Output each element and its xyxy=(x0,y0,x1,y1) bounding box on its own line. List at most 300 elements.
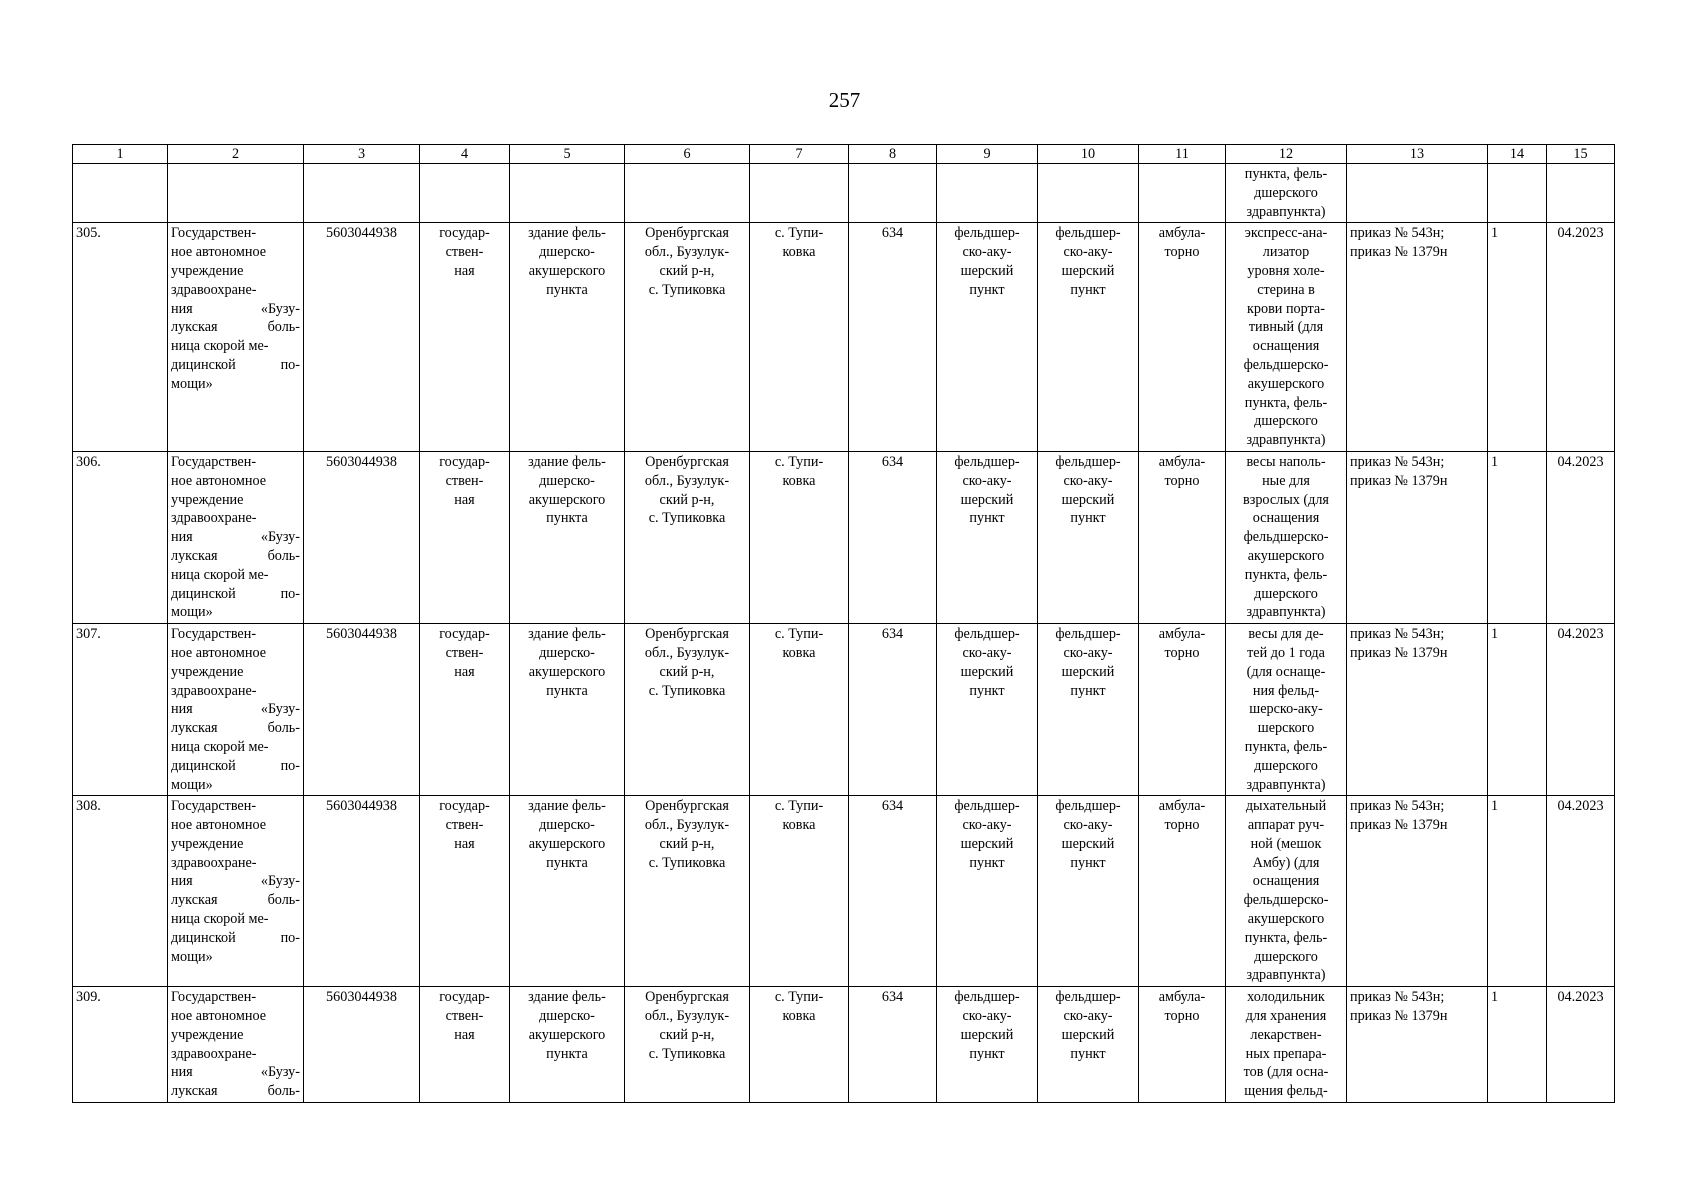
continuation-row xyxy=(73,164,1615,223)
text-line: пункта xyxy=(546,510,588,527)
text-line: Государствен- xyxy=(171,626,257,643)
text-word: боль- xyxy=(267,1083,300,1100)
text-line: тивный (для xyxy=(1248,319,1324,336)
text-line: ных препара- xyxy=(1245,1045,1327,1062)
text-line: оснащения xyxy=(1252,338,1320,355)
text-line: ско-аку- xyxy=(962,244,1012,261)
text-line: пункта xyxy=(546,281,588,298)
text-line: ное автономное xyxy=(171,644,267,661)
text-line: тов (для осна- xyxy=(1243,1064,1329,1081)
cell-locality xyxy=(750,223,849,452)
cell-quantity: 1 xyxy=(1488,987,1547,1103)
cell-date: 04.2023 xyxy=(1547,796,1615,987)
text-line: фельдшер- xyxy=(1055,453,1121,470)
text-line: здравоохране- xyxy=(171,510,257,527)
text-line: крови порта- xyxy=(1247,300,1325,317)
cell-quantity: 1 xyxy=(1488,223,1547,452)
text-line: ница скорой ме- xyxy=(171,338,269,355)
text-line: Амбу) (для xyxy=(1252,854,1320,871)
column-number: 3 xyxy=(304,145,420,164)
cell-inn: 5603044938 xyxy=(304,987,420,1103)
cell-empty xyxy=(510,164,625,223)
table-row xyxy=(73,624,1615,796)
text-line: ский р-н, xyxy=(659,491,715,508)
register-table xyxy=(72,144,1615,1103)
cell-facility-type-planned xyxy=(1038,451,1139,623)
text-line: торно xyxy=(1164,472,1200,489)
text-line: пункт xyxy=(1070,1045,1106,1062)
text-word: лукская xyxy=(171,892,218,909)
text-line xyxy=(171,1082,300,1101)
text-line: шерский xyxy=(960,1026,1014,1043)
text-line: ные для xyxy=(1262,472,1310,489)
cell-population: 634 xyxy=(849,223,937,452)
text-word: «Бузу- xyxy=(260,873,300,890)
text-line xyxy=(171,585,300,604)
text-line: государ- xyxy=(439,626,490,643)
cell-empty xyxy=(1038,164,1139,223)
text-line: приказ № 1379н xyxy=(1350,817,1448,834)
text-word: дицинской xyxy=(171,929,236,946)
text-line: фельдшер- xyxy=(954,989,1020,1006)
cell-order xyxy=(1347,451,1488,623)
cell-address xyxy=(625,987,750,1103)
text-line: аппарат руч- xyxy=(1247,817,1325,834)
text-line: дшерско- xyxy=(539,472,595,489)
text-line: ствен- xyxy=(445,1008,484,1025)
text-line: дшерского xyxy=(1254,948,1318,965)
text-line: учреждение xyxy=(171,663,244,680)
text-line: фельдшер- xyxy=(954,453,1020,470)
text-line: ствен- xyxy=(445,817,484,834)
text-line: здание фель- xyxy=(528,989,606,1006)
text-line: ница скорой ме- xyxy=(171,566,269,583)
cell-equipment xyxy=(1226,796,1347,987)
column-number: 15 xyxy=(1547,145,1615,164)
text-line: шерский xyxy=(1061,262,1115,279)
text-line: с. Тупи- xyxy=(774,225,824,242)
text-line: шерский xyxy=(1061,491,1115,508)
text-line: шерский xyxy=(960,491,1014,508)
text-line: фельдшерско- xyxy=(1243,529,1329,546)
text-line: ная xyxy=(454,835,475,852)
cell-address xyxy=(625,451,750,623)
text-line: приказ № 1379н xyxy=(1350,644,1448,661)
cell-ownership xyxy=(420,796,510,987)
text-line: ско-аку- xyxy=(962,1008,1012,1025)
text-word: лукская xyxy=(171,547,218,564)
text-line: Государствен- xyxy=(171,798,257,815)
cell-organization xyxy=(168,451,304,623)
text-line: ствен- xyxy=(445,472,484,489)
cell-facility-type xyxy=(937,987,1038,1103)
text-line: лизатор xyxy=(1262,244,1310,261)
table-row xyxy=(73,451,1615,623)
text-line: дшерского xyxy=(1254,585,1318,602)
text-line: здравпункта) xyxy=(1246,776,1326,793)
text-word: ния xyxy=(171,300,193,317)
text-line: Государствен- xyxy=(171,989,257,1006)
cell-equipment xyxy=(1226,223,1347,452)
text-line: фельдшер- xyxy=(1055,626,1121,643)
text-line: приказ № 543н; xyxy=(1350,989,1445,1006)
text-line: пункт xyxy=(969,281,1005,298)
cell-quantity: 1 xyxy=(1488,624,1547,796)
text-word: «Бузу- xyxy=(260,300,300,317)
text-line: взрослых (для xyxy=(1243,491,1329,508)
text-line: пункта xyxy=(546,854,588,871)
text-line: амбула- xyxy=(1158,989,1206,1006)
text-line: акушерского xyxy=(528,262,606,279)
text-line: дшерского xyxy=(1254,184,1318,201)
text-line: здравпункта) xyxy=(1246,203,1326,220)
text-line: пункт xyxy=(1070,682,1106,699)
text-line: пункта xyxy=(546,682,588,699)
text-line: холодильник xyxy=(1247,989,1325,1006)
text-line xyxy=(171,891,300,910)
text-line: шерский xyxy=(960,663,1014,680)
column-number: 2 xyxy=(168,145,304,164)
text-line: мощи» xyxy=(171,604,213,621)
text-line: ский р-н, xyxy=(659,835,715,852)
cell-empty xyxy=(937,164,1038,223)
text-line: пункта, фель- xyxy=(1244,394,1328,411)
text-line: пункт xyxy=(969,1045,1005,1062)
text-line: здравоохране- xyxy=(171,682,257,699)
column-number: 7 xyxy=(750,145,849,164)
cell-empty xyxy=(73,164,168,223)
text-line: приказ № 543н; xyxy=(1350,626,1445,643)
cell-building xyxy=(510,624,625,796)
text-line: фельдшерско- xyxy=(1243,356,1329,373)
cell-empty xyxy=(420,164,510,223)
cell-organization xyxy=(168,796,304,987)
cell-empty xyxy=(750,164,849,223)
cell-equipment-continuation xyxy=(1226,164,1347,223)
cell-locality xyxy=(750,796,849,987)
text-line: пункта, фель- xyxy=(1244,738,1328,755)
text-line: пункт xyxy=(969,510,1005,527)
text-line: уровня холе- xyxy=(1247,262,1325,279)
text-line: ско-аку- xyxy=(962,472,1012,489)
text-line: тей до 1 года xyxy=(1247,644,1325,661)
text-line: дшерско- xyxy=(539,1008,595,1025)
cell-facility-type xyxy=(937,796,1038,987)
text-line: дыхательный xyxy=(1245,798,1327,815)
text-line xyxy=(171,356,300,375)
text-word: по- xyxy=(280,585,300,602)
cell-empty xyxy=(304,164,420,223)
page-number: 257 xyxy=(828,88,861,112)
text-line: с. Тупиковка xyxy=(648,682,726,699)
text-line: фельдшер- xyxy=(1055,989,1121,1006)
cell-facility-type xyxy=(937,624,1038,796)
text-line: здравпункта) xyxy=(1246,432,1326,449)
text-line: ное автономное xyxy=(171,244,267,261)
text-word: ния xyxy=(171,701,193,718)
text-line xyxy=(171,547,300,566)
text-line: ковка xyxy=(782,244,816,261)
text-line: с. Тупиковка xyxy=(648,281,726,298)
text-line: с. Тупи- xyxy=(774,626,824,643)
text-line: приказ № 543н; xyxy=(1350,225,1445,242)
text-line: весы для де- xyxy=(1248,626,1324,643)
text-line: ния фельд- xyxy=(1252,682,1320,699)
text-word: «Бузу- xyxy=(260,529,300,546)
text-line: обл., Бузулук- xyxy=(644,1008,730,1025)
table-row xyxy=(73,223,1615,452)
cell-quantity: 1 xyxy=(1488,451,1547,623)
cell-population: 634 xyxy=(849,796,937,987)
cell-quantity: 1 xyxy=(1488,796,1547,987)
text-line: с. Тупи- xyxy=(774,453,824,470)
text-line: здание фель- xyxy=(528,798,606,815)
text-line: шерский xyxy=(1061,835,1115,852)
text-line: акушерского xyxy=(528,1026,606,1043)
text-line: дшерско- xyxy=(539,644,595,661)
column-number: 13 xyxy=(1347,145,1488,164)
text-line: амбула- xyxy=(1158,453,1206,470)
text-word: боль- xyxy=(267,319,300,336)
text-line: пункт xyxy=(1070,854,1106,871)
text-line: пункта, фель- xyxy=(1244,166,1328,182)
text-line: ная xyxy=(454,491,475,508)
text-line: акушерского xyxy=(528,491,606,508)
cell-equipment xyxy=(1226,451,1347,623)
column-number: 8 xyxy=(849,145,937,164)
text-word: «Бузу- xyxy=(260,701,300,718)
text-line: пункта, фель- xyxy=(1244,929,1328,946)
cell-facility-type-planned xyxy=(1038,987,1139,1103)
text-line: торно xyxy=(1164,244,1200,261)
cell-ownership xyxy=(420,223,510,452)
text-line: мощи» xyxy=(171,948,213,965)
text-line: приказ № 543н; xyxy=(1350,453,1445,470)
text-line: амбула- xyxy=(1158,225,1206,242)
text-line: мощи» xyxy=(171,375,213,392)
text-line: здание фель- xyxy=(528,626,606,643)
cell-ownership xyxy=(420,451,510,623)
text-line: оснащения xyxy=(1252,873,1320,890)
text-line: государ- xyxy=(439,798,490,815)
column-number: 11 xyxy=(1139,145,1226,164)
cell-empty xyxy=(849,164,937,223)
text-line: с. Тупиковка xyxy=(648,510,726,527)
text-line: шерский xyxy=(1061,1026,1115,1043)
text-line: учреждение xyxy=(171,491,244,508)
text-line: учреждение xyxy=(171,262,244,279)
cell-facility-type-planned xyxy=(1038,223,1139,452)
cell-care-form xyxy=(1139,796,1226,987)
cell-facility-type xyxy=(937,223,1038,452)
cell-facility-type-planned xyxy=(1038,624,1139,796)
cell-ownership xyxy=(420,987,510,1103)
text-line: пункт xyxy=(1070,510,1106,527)
cell-population: 634 xyxy=(849,451,937,623)
cell-population: 634 xyxy=(849,987,937,1103)
text-line: здравпункта) xyxy=(1246,604,1326,621)
text-line: шерского xyxy=(1257,720,1315,737)
text-line: здравоохране- xyxy=(171,854,257,871)
cell-row-number: 308. xyxy=(73,796,168,987)
text-line: ное автономное xyxy=(171,817,267,834)
text-line: для хранения xyxy=(1245,1008,1327,1025)
text-line: приказ № 543н; xyxy=(1350,798,1445,815)
text-word: ния xyxy=(171,873,193,890)
text-line: торно xyxy=(1164,817,1200,834)
cell-empty xyxy=(625,164,750,223)
table-row xyxy=(73,796,1615,987)
text-line xyxy=(171,757,300,776)
text-line: Оренбургская xyxy=(645,453,729,470)
text-line: ная xyxy=(454,663,475,680)
text-line: здравоохране- xyxy=(171,1045,257,1062)
text-line: здравоохране- xyxy=(171,281,257,298)
text-line: здравпункта) xyxy=(1246,967,1326,984)
cell-empty xyxy=(1347,164,1488,223)
text-line: фельдшер- xyxy=(954,626,1020,643)
text-line: ско-аку- xyxy=(962,817,1012,834)
text-line: пункт xyxy=(1070,281,1106,298)
text-line: государ- xyxy=(439,989,490,1006)
column-number: 10 xyxy=(1038,145,1139,164)
text-line: приказ № 1379н xyxy=(1350,244,1448,261)
text-line: учреждение xyxy=(171,835,244,852)
text-line: с. Тупиковка xyxy=(648,854,726,871)
text-line: обл., Бузулук- xyxy=(644,644,730,661)
cell-ownership xyxy=(420,624,510,796)
text-line: ско-аку- xyxy=(962,644,1012,661)
cell-empty xyxy=(1488,164,1547,223)
cell-organization xyxy=(168,223,304,452)
text-line: лекарствен- xyxy=(1250,1026,1322,1043)
column-number: 6 xyxy=(625,145,750,164)
text-line: дшерско- xyxy=(539,817,595,834)
cell-inn: 5603044938 xyxy=(304,451,420,623)
cell-equipment xyxy=(1226,624,1347,796)
text-line xyxy=(171,872,300,891)
text-line: ковка xyxy=(782,1008,816,1025)
text-line: ский р-н, xyxy=(659,663,715,680)
text-line: пункта xyxy=(546,1045,588,1062)
text-word: боль- xyxy=(267,892,300,909)
text-line: ствен- xyxy=(445,644,484,661)
text-line: акушерского xyxy=(528,835,606,852)
text-line: акушерского xyxy=(1247,547,1325,564)
table-row xyxy=(73,987,1615,1103)
cell-facility-type-planned xyxy=(1038,796,1139,987)
text-line: фельдшер- xyxy=(954,798,1020,815)
cell-address xyxy=(625,624,750,796)
text-line: ковка xyxy=(782,644,816,661)
cell-building xyxy=(510,451,625,623)
cell-order xyxy=(1347,223,1488,452)
text-word: боль- xyxy=(267,547,300,564)
text-line: ная xyxy=(454,262,475,279)
cell-order xyxy=(1347,796,1488,987)
text-word: дицинской xyxy=(171,356,236,373)
cell-equipment xyxy=(1226,987,1347,1103)
column-number: 14 xyxy=(1488,145,1547,164)
text-line: с. Тупи- xyxy=(774,798,824,815)
text-line: Оренбургская xyxy=(645,798,729,815)
text-line: Оренбургская xyxy=(645,989,729,1006)
text-line: пункта, фель- xyxy=(1244,566,1328,583)
text-line: ствен- xyxy=(445,244,484,261)
text-line: шерский xyxy=(960,262,1014,279)
text-line: государ- xyxy=(439,453,490,470)
text-line: дшерско- xyxy=(539,244,595,261)
cell-inn: 5603044938 xyxy=(304,624,420,796)
cell-organization xyxy=(168,624,304,796)
text-line: ная xyxy=(454,1026,475,1043)
text-line: фельдшер- xyxy=(954,225,1020,242)
cell-care-form xyxy=(1139,624,1226,796)
text-word: лукская xyxy=(171,720,218,737)
cell-locality xyxy=(750,987,849,1103)
text-line: пункт xyxy=(969,854,1005,871)
text-line: ский р-н, xyxy=(659,262,715,279)
text-word: дицинской xyxy=(171,757,236,774)
column-number: 4 xyxy=(420,145,510,164)
text-word: по- xyxy=(280,757,300,774)
text-line: фельдшер- xyxy=(1055,798,1121,815)
text-line: торно xyxy=(1164,644,1200,661)
cell-empty xyxy=(168,164,304,223)
text-line: с. Тупиковка xyxy=(648,1045,726,1062)
text-word: боль- xyxy=(267,720,300,737)
text-line: ковка xyxy=(782,472,816,489)
text-line: акушерского xyxy=(1247,911,1325,928)
cell-building xyxy=(510,796,625,987)
text-word: дицинской xyxy=(171,585,236,602)
text-line: ско-аку- xyxy=(1063,817,1113,834)
cell-row-number: 307. xyxy=(73,624,168,796)
text-line: Оренбургская xyxy=(645,225,729,242)
text-line: ский р-н, xyxy=(659,1026,715,1043)
text-line: дшерского xyxy=(1254,413,1318,430)
text-line: ное автономное xyxy=(171,472,267,489)
cell-locality xyxy=(750,624,849,796)
text-line xyxy=(171,1063,300,1082)
text-line: амбула- xyxy=(1158,626,1206,643)
cell-inn: 5603044938 xyxy=(304,796,420,987)
text-line: обл., Бузулук- xyxy=(644,244,730,261)
cell-date: 04.2023 xyxy=(1547,223,1615,452)
text-line xyxy=(171,300,300,319)
column-number-row xyxy=(73,145,1615,164)
text-line: Оренбургская xyxy=(645,626,729,643)
text-word: лукская xyxy=(171,1083,218,1100)
text-line: ско-аку- xyxy=(1063,1008,1113,1025)
text-word: по- xyxy=(280,929,300,946)
text-line: стерина в xyxy=(1257,281,1315,298)
text-line: здание фель- xyxy=(528,453,606,470)
text-word: по- xyxy=(280,356,300,373)
text-line: акушерского xyxy=(1247,375,1325,392)
text-line: торно xyxy=(1164,1008,1200,1025)
cell-empty xyxy=(1547,164,1615,223)
text-word: ния xyxy=(171,1064,193,1081)
cell-population: 634 xyxy=(849,624,937,796)
text-line: фельдшерско- xyxy=(1243,892,1329,909)
text-line xyxy=(171,528,300,547)
column-number: 5 xyxy=(510,145,625,164)
text-line xyxy=(171,700,300,719)
cell-address xyxy=(625,796,750,987)
text-line: Государствен- xyxy=(171,453,257,470)
text-word: «Бузу- xyxy=(260,1064,300,1081)
